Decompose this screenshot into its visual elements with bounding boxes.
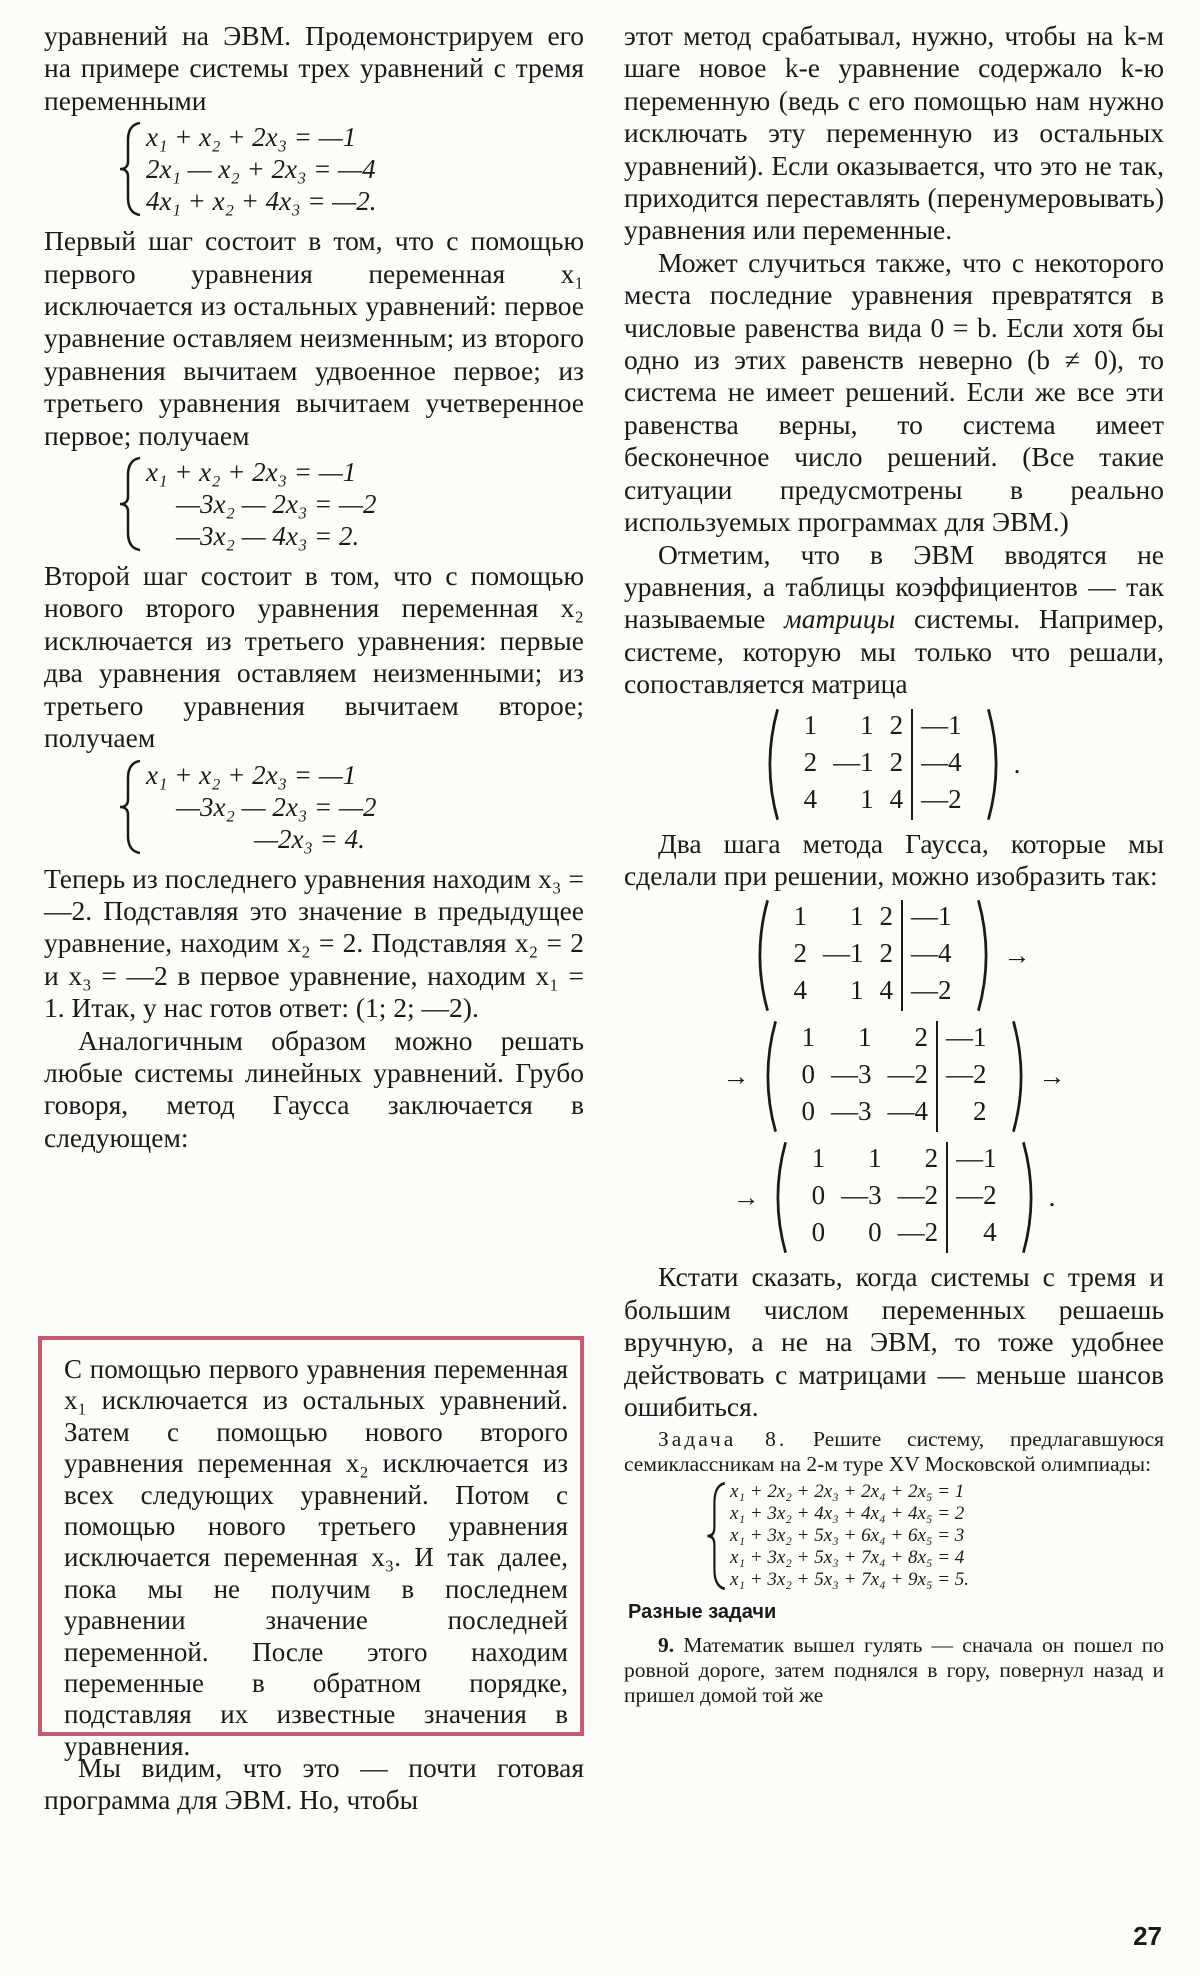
matrix-cell: —3 <box>841 1180 882 1211</box>
matrix-cell: 4 <box>946 1216 1005 1253</box>
matrix-cell: 2 <box>924 1143 939 1174</box>
matrix-cell: 2 <box>879 938 893 969</box>
matrix-cell: —4 <box>911 746 970 783</box>
task-label: 9. <box>658 1633 675 1658</box>
equation-line: —3x₂ — 2x₃ = —2 <box>176 489 377 520</box>
matrix <box>760 707 1006 822</box>
paragraph: Теперь из последнего уравнения находим x₃ = —2. Подставляя это значение в предыдущее уравнение, находим x₂ = 2. Подставляя x₂ = 2 и x₃ = —2 в первое уравнение, находим x₁ = 1. Итак, у нас готов ответ: (1; 2; —2). <box>44 862 584 1024</box>
equation-lines <box>146 456 376 552</box>
matrix-cell: 2 <box>803 746 818 777</box>
matrix-cell: 2 <box>793 938 807 969</box>
left-column-bottom <box>44 1752 584 1817</box>
matrix-cell: —1 <box>833 746 874 777</box>
matrix-cell: 2 <box>914 1022 928 1053</box>
equation-system-1 <box>116 121 584 217</box>
equation-line: x₁ + 3x₂ + 5x₃ + 7x₄ + 8x₅ = 4 <box>730 1547 965 1569</box>
paragraph <box>624 539 1164 701</box>
matrix <box>768 1140 1041 1255</box>
period: . <box>1048 1182 1056 1213</box>
matrix-cell: —2 <box>901 974 960 1011</box>
matrix-row-0 <box>624 707 1164 822</box>
matrix-cell: 1 <box>793 901 807 932</box>
right-paren-icon <box>984 707 1006 822</box>
matrix-cell: —4 <box>887 1096 928 1127</box>
equation-line: x₁ + 3x₂ + 5x₃ + 7x₄ + 9x₅ = 5. <box>730 1569 970 1591</box>
matrix-cell: 1 <box>803 709 818 740</box>
paragraph: этот метод срабатывал, нужно, чтобы на k-м шаге новое k-е уравнение содержало k-ю переменную (ведь с его помощью нам нужно исключать эту переменную из остальных уравнений). Если оказывается, что это не так, приходится переставлять (перенумеровывать) уравнения или переменные. <box>624 20 1164 246</box>
matrix <box>758 1019 1031 1134</box>
task-text: Решите систему, предлагавшуюся семиклассникам на 2-м туре XV Московской олимпиады: <box>624 1427 1164 1477</box>
matrix-cell: —1 <box>946 1142 1005 1179</box>
matrix-cell: —3 <box>831 1096 872 1127</box>
matrix-row-2 <box>624 1019 1164 1134</box>
matrix-cell: 4 <box>879 975 893 1006</box>
paragraph: Второй шаг состоит в том, что с помощью нового второго уравнения переменная x₂ исключается из третьего уравнения: первые два уравнения оставляем неизменными; из третьего уравнения вычитаем второе; получаем <box>44 560 584 754</box>
matrix-cell: 2 <box>889 709 904 740</box>
right-paren-icon <box>974 898 996 1013</box>
equation-system-3 <box>116 759 584 855</box>
task-text: Математик вышел гулять — сначала он пошел по ровной дороге, затем поднялся в гору, повернул назад и пришел домой той же <box>624 1633 1165 1708</box>
paragraph: Первый шаг состоит в том, что с помощью первого уравнения переменная x₁ исключается из остальных уравнений: первое уравнение оставляем неизменным; из второго уравнения вычитаем удвоенное первое; из третьего уравнения вычитаем учетверенное первое; получаем <box>44 225 584 451</box>
text-span: Отметим, что в ЭВМ вводятся не уравнения, а таблицы коэффициентов — так называемые <box>624 538 1164 635</box>
equation-line: 4x₁ + x₂ + 4x₃ = —2. <box>146 186 377 217</box>
arrow-icon: → <box>722 1061 750 1092</box>
matrix-cell: —1 <box>936 1021 995 1058</box>
matrix-cell: —4 <box>901 937 960 974</box>
paragraph: Аналогичным образом можно решать любые системы линейных уравнений. Грубо говоря, метод Гаусса заключается в следующем: <box>44 1024 584 1153</box>
brace-icon <box>116 121 146 217</box>
matrix-cell: —3 <box>831 1059 872 1090</box>
matrix-row-1 <box>624 898 1164 1013</box>
matrix-cell: —2 <box>936 1058 995 1095</box>
matrix-grid <box>772 898 974 1013</box>
arrow-icon: → <box>732 1182 760 1213</box>
matrix-cell: 4 <box>793 975 807 1006</box>
left-paren-icon <box>760 707 782 822</box>
brace-icon <box>704 1481 730 1591</box>
right-paren-icon <box>1009 1019 1031 1134</box>
equation-lines <box>730 1481 969 1591</box>
matrix-cell: —2 <box>897 1217 939 1248</box>
equation-system-8 <box>704 1481 1164 1591</box>
text-span: системы. Например, системе, которую мы только что решали, сопоставляется матрица <box>624 603 1165 700</box>
matrix-cell: 2 <box>936 1095 995 1132</box>
left-paren-icon <box>768 1140 790 1255</box>
matrix-cell: 0 <box>868 1217 882 1248</box>
equation-line: x₁ + 3x₂ + 5x₃ + 6x₄ + 6x₅ = 3 <box>730 1525 965 1547</box>
paragraph: Кстати сказать, когда системы с тремя и большим числом переменных решаешь вручную, а не на ЭВМ, то тоже удобнее действовать с матрицами — меньше шансов ошибиться. <box>624 1261 1164 1422</box>
page-number: 27 <box>1133 1921 1162 1951</box>
matrix <box>750 898 996 1013</box>
matrix-grid <box>790 1140 1019 1255</box>
matrix-cell: 0 <box>801 1096 815 1127</box>
matrix-cell: 1 <box>858 1022 872 1053</box>
matrix-cell: 0 <box>801 1059 815 1090</box>
highlight-box <box>38 1336 584 1761</box>
matrix-grid <box>780 1019 1009 1134</box>
section-heading: Разные задачи <box>628 1601 777 1624</box>
matrix-row-3 <box>624 1140 1164 1255</box>
equation-line: —3x₂ — 4x₃ = 2. <box>176 521 360 552</box>
matrix-cell: 0 <box>811 1217 826 1248</box>
equation-lines <box>146 759 376 855</box>
matrix-cell: 2 <box>889 746 904 777</box>
equation-line: x₁ + 2x₂ + 2x₃ + 2x₄ + 2x₅ = 1 <box>730 1481 965 1503</box>
equation-line: x₁ + x₂ + 2x₃ = —1 <box>146 457 357 488</box>
matrix-cell: —1 <box>911 709 970 746</box>
equation-line: 2x₁ — x₂ + 2x₃ = —4 <box>146 154 376 185</box>
brace-icon <box>116 759 146 855</box>
left-paren-icon <box>750 898 772 1013</box>
matrix-cell: —1 <box>823 938 864 969</box>
equation-lines <box>146 121 377 217</box>
equation-system-2 <box>116 456 584 552</box>
right-paren-icon <box>1019 1140 1041 1255</box>
matrix-cell: 1 <box>801 1022 815 1053</box>
right-column <box>624 20 1164 1708</box>
equation-line: —3x₂ — 2x₃ = —2 <box>176 791 377 822</box>
paragraph: Два шага метода Гаусса, которые мы сделали при решении, можно изобразить так: <box>624 827 1164 891</box>
matrix-cell: 0 <box>811 1180 826 1211</box>
matrix-cell: 4 <box>803 783 818 814</box>
equation-line: x₁ + 3x₂ + 4x₃ + 4x₄ + 4x₅ = 2 <box>730 1503 965 1525</box>
task-8 <box>624 1427 1164 1477</box>
matrix-cell: 1 <box>850 901 864 932</box>
paragraph: Может случиться также, что с некоторого места последние уравнения превратятся в числовые равенства вида 0 = b. Если хотя бы одно из этих равенств неверно (b ≠ 0), то система не имеет решений. Если же все эти равенства верны, то система имеет бесконечное число решений. (Все такие ситуации предусмотрены в реально используемых программах для ЭВМ.) <box>624 246 1164 538</box>
matrix-cell: 1 <box>868 1143 882 1174</box>
left-paren-icon <box>758 1019 780 1134</box>
boxed-rule: С помощью первого уравнения переменная x₁ исключается из остальных уравнений. Затем с помощью нового второго уравнения переменная x₂ исключается из всех следующих уравнений. Потом с помощью нового третьего уравнения исключается переменная x₃. И так далее, пока мы не получим в последнем уравнении значение последней переменной. После этого находим переменные в обратном порядке, подставляя их известные значения в уравнения. <box>64 1354 568 1761</box>
matrix-cell: —2 <box>897 1180 939 1211</box>
emphasis: матрицы <box>784 603 896 635</box>
matrix-cell: 4 <box>889 783 904 814</box>
matrix-cell: —1 <box>901 900 960 937</box>
paragraph: Мы видим, что это — почти готовая программа для ЭВМ. Но, чтобы <box>44 1752 584 1816</box>
task-label: Задача 8. <box>658 1427 788 1452</box>
arrow-icon: → <box>1038 1061 1066 1092</box>
matrix-grid <box>782 707 984 822</box>
matrix-cell: —2 <box>911 783 970 820</box>
task-9 <box>624 1633 1164 1708</box>
matrix-cell: 2 <box>879 901 893 932</box>
equation-line: x₁ + x₂ + 2x₃ = —1 <box>146 122 357 153</box>
equation-line: x₁ + x₂ + 2x₃ = —1 <box>146 759 357 790</box>
brace-icon <box>116 456 146 552</box>
arrow-icon: → <box>1003 940 1031 971</box>
left-column <box>44 20 584 1154</box>
matrix-cell: 1 <box>811 1143 826 1174</box>
matrix-cell: 1 <box>850 975 864 1006</box>
equation-line: —2x₃ = 4. <box>254 823 365 854</box>
matrix-cell: —2 <box>946 1179 1005 1216</box>
paragraph: уравнений на ЭВМ. Продемонстрируем его на примере системы трех уравнений с тремя переменными <box>44 20 584 116</box>
matrix-cell: 1 <box>860 709 874 740</box>
matrix-cell: 1 <box>860 783 874 814</box>
period: . <box>1013 748 1021 779</box>
matrix-cell: —2 <box>887 1059 928 1090</box>
